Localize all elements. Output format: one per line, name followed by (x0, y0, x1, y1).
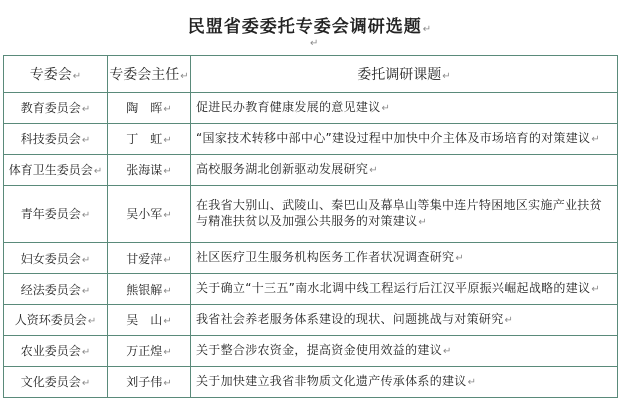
topic-cell: 促进民办教育健康发展的意见建议↵ (191, 93, 618, 124)
header-committee: 专委会↵ (4, 56, 108, 93)
director-cell: 丁 虹↵ (108, 123, 191, 154)
cell-end-mark-icon: ↵ (72, 71, 82, 82)
committee-cell: 人资环委员会↵ (4, 305, 108, 336)
director-cell: 吴小军↵ (108, 185, 191, 242)
table-row (4, 243, 618, 274)
committee-cell: 农业委员会↵ (4, 335, 108, 366)
director-cell: 刘子伟↵ (108, 366, 191, 397)
table-header-row (4, 56, 618, 93)
director-cell: 张海谋↵ (108, 154, 191, 185)
table-row (4, 185, 618, 242)
table-row (4, 335, 618, 366)
table-row (4, 123, 618, 154)
topic-cell: 关于加快建立我省非物质文化遗产传承体系的建议↵ (191, 366, 618, 397)
committee-cell: 经法委员会↵ (4, 274, 108, 305)
cell-end-mark-icon: ↵ (180, 71, 189, 82)
page-title-text: 民盟省委委托专委会调研选题 (187, 17, 422, 37)
director-cell: 熊银解↵ (108, 274, 191, 305)
topic-cell: 关于确立“十三五”南水北调中线工程运行后江汉平原振兴崛起战略的建议↵ (191, 274, 618, 305)
director-cell: 甘爱萍↵ (108, 243, 191, 274)
table-body (4, 93, 618, 398)
committee-cell: 文化委员会↵ (4, 366, 108, 397)
committee-cell: 青年委员会↵ (4, 185, 108, 242)
topic-cell: 高校服务湖北创新驱动发展研究↵ (191, 154, 618, 185)
header-topic: 委托调研课题↵ (191, 56, 618, 93)
table-row (4, 274, 618, 305)
committee-cell: 体育卫生委员会↵ (4, 154, 108, 185)
topic-cell: 在我省大别山、武陵山、秦巴山及幕阜山等集中连片特困地区实施产业扶贫与精准扶贫以及加强公共服务的对策建议↵ (191, 185, 618, 242)
table-row (4, 366, 618, 397)
cell-end-mark-icon: ↵ (442, 71, 451, 82)
topic-cell: 我省社会养老服务体系建设的现状、问题挑战与对策研究↵ (191, 305, 618, 336)
page-title (0, 12, 620, 37)
committee-cell: 科技委员会↵ (4, 123, 108, 154)
table-row (4, 154, 618, 185)
paragraph-mark-icon: ↵ (310, 38, 319, 49)
paragraph-mark-icon: ↵ (422, 24, 433, 35)
committee-cell: 妇女委员会↵ (4, 243, 108, 274)
director-cell: 陶 晖↵ (108, 93, 191, 124)
header-director: 专委会主任↵ (108, 56, 191, 93)
table-row (4, 305, 618, 336)
director-cell: 吴 山↵ (108, 305, 191, 336)
topic-cell: “国家技术转移中部中心”建设过程中加快中介主体及市场培育的对策建议↵ (191, 123, 618, 154)
topic-cell: 关于整合涉农资金，提高资金使用效益的建议↵ (191, 335, 618, 366)
committee-cell: 教育委员会↵ (4, 93, 108, 124)
topics-table (3, 55, 618, 398)
director-cell: 万正煌↵ (108, 335, 191, 366)
table-row (4, 93, 618, 124)
topic-cell: 社区医疗卫生服务机构医务工作者状况调查研究↵ (191, 243, 618, 274)
